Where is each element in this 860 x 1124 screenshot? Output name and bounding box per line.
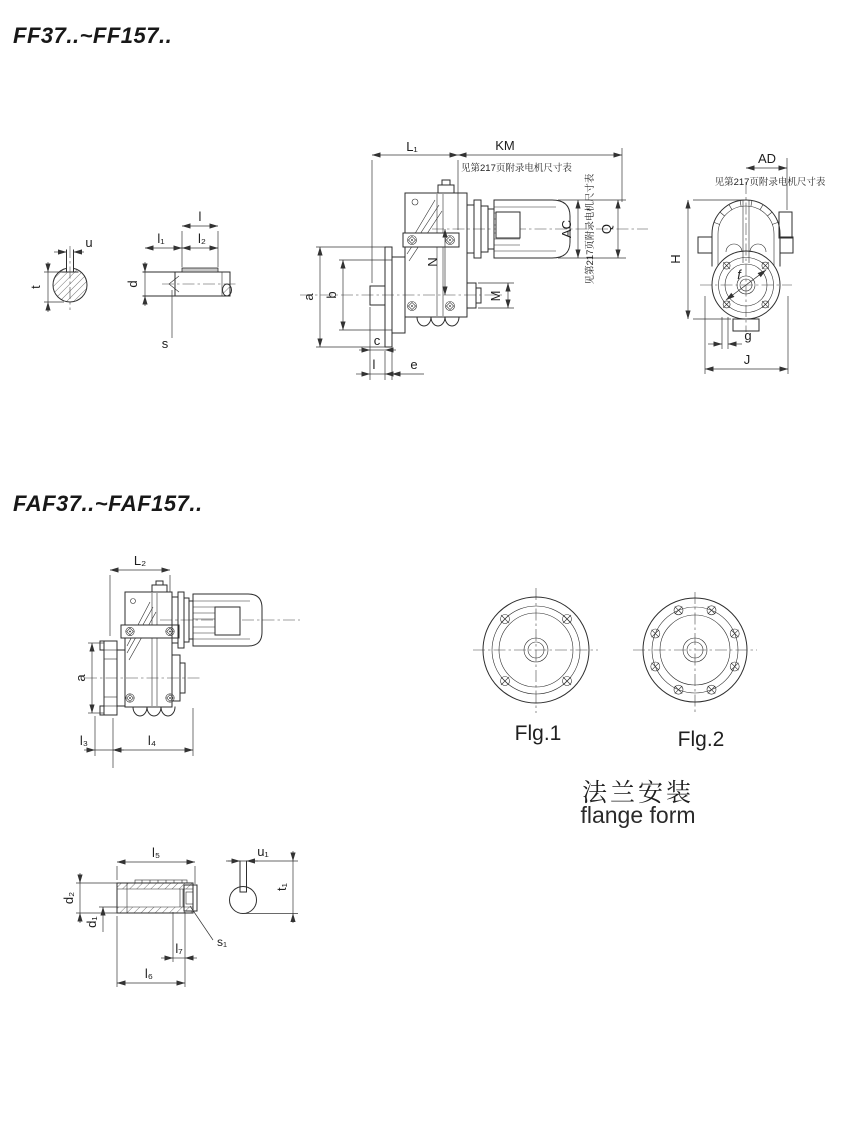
housing-bottom-cap xyxy=(417,317,459,326)
shaft-break xyxy=(223,284,232,296)
dim-label-N: N xyxy=(425,257,440,267)
dim-label-d2: d₂ xyxy=(61,891,76,905)
flange-caption-cn: 法兰安装 xyxy=(581,779,694,807)
ff-shaft-end-view xyxy=(28,235,93,312)
vent-plug xyxy=(442,180,450,185)
dim-label-g: g xyxy=(744,328,752,343)
terminal-box xyxy=(215,607,240,635)
dim-label-l1: l₁ xyxy=(157,231,165,246)
terminal-box-end xyxy=(779,212,792,238)
dim-label-l3: l₃ xyxy=(79,733,89,748)
dim-label-l-key: l xyxy=(198,209,202,224)
flange-caption-en: flange form xyxy=(580,802,696,828)
dim-label-L2: L₂ xyxy=(133,553,147,568)
dim-label-t1: t₁ xyxy=(274,883,289,891)
housing-bottom-cap xyxy=(133,707,175,716)
ff-shaft-side-view xyxy=(125,209,236,351)
flange-fig1 xyxy=(473,588,598,713)
section1-title: FF37..~FF157.. xyxy=(13,23,173,48)
dim-label-d: d xyxy=(125,280,140,288)
dim-label-d1: d₁ xyxy=(84,916,99,928)
ff-main-view xyxy=(300,138,648,380)
dim-label-a-faf: a xyxy=(73,674,88,682)
gear-housing xyxy=(125,592,172,707)
dim-label-l4: l₄ xyxy=(147,733,157,748)
dim-label-l6: l₆ xyxy=(144,966,154,981)
section2-title: FAF37..~FAF157.. xyxy=(13,491,203,516)
ff-end-view xyxy=(668,151,826,374)
dim-label-s: s xyxy=(161,336,169,351)
dim-label-l7: l₇ xyxy=(175,941,183,956)
dim-label-a-ff: a xyxy=(301,293,316,301)
hollow-shaft-section-view xyxy=(61,845,227,987)
housing-bolt xyxy=(412,199,418,205)
dim-label-s1: s₁ xyxy=(217,935,228,949)
dim-label-e: e xyxy=(410,357,418,372)
dim-label-c: c xyxy=(373,333,381,348)
dim-label-L1: L₁ xyxy=(406,139,418,154)
flange-fig2 xyxy=(633,592,757,712)
dim-label-u: u xyxy=(85,235,93,250)
terminal-box xyxy=(496,212,520,238)
fig1-caption: Flg.1 xyxy=(514,722,562,745)
dim-label-H: H xyxy=(668,254,683,264)
bore-circle xyxy=(230,887,257,914)
faf-main-view xyxy=(73,553,300,768)
motor-table-note-ad: 见第217页附录电机尺寸表 xyxy=(714,177,826,188)
output-shaft xyxy=(370,286,385,305)
bolt-symbols xyxy=(126,627,174,702)
dim-label-AC: AC xyxy=(559,219,574,239)
fig2-caption: Flg.2 xyxy=(677,728,725,751)
dim-label-b: b xyxy=(324,291,339,299)
dim-label-l-ff: l xyxy=(372,357,376,372)
dim-label-AD: AD xyxy=(757,151,777,166)
dim-label-l5: l₅ xyxy=(151,845,161,860)
hollow-shaft-end-view xyxy=(226,844,298,923)
motor-table-note-km: 见第217页附录电机尺寸表 xyxy=(461,163,572,174)
dim-label-f: f xyxy=(737,267,741,282)
dim-label-Q: Q xyxy=(599,223,614,235)
key xyxy=(182,268,218,272)
dim-label-J: J xyxy=(743,352,751,367)
output-flange-plate xyxy=(385,247,392,347)
dim-label-KM: KM xyxy=(495,138,515,153)
dim-label-t: t xyxy=(28,285,43,289)
dim-label-l2: l₂ xyxy=(198,231,206,246)
dim-label-M: M xyxy=(488,290,503,302)
dim-label-u1: u₁ xyxy=(257,844,269,859)
motor-table-note-vertical: 见第217页附录电机尺寸表 xyxy=(585,173,596,285)
